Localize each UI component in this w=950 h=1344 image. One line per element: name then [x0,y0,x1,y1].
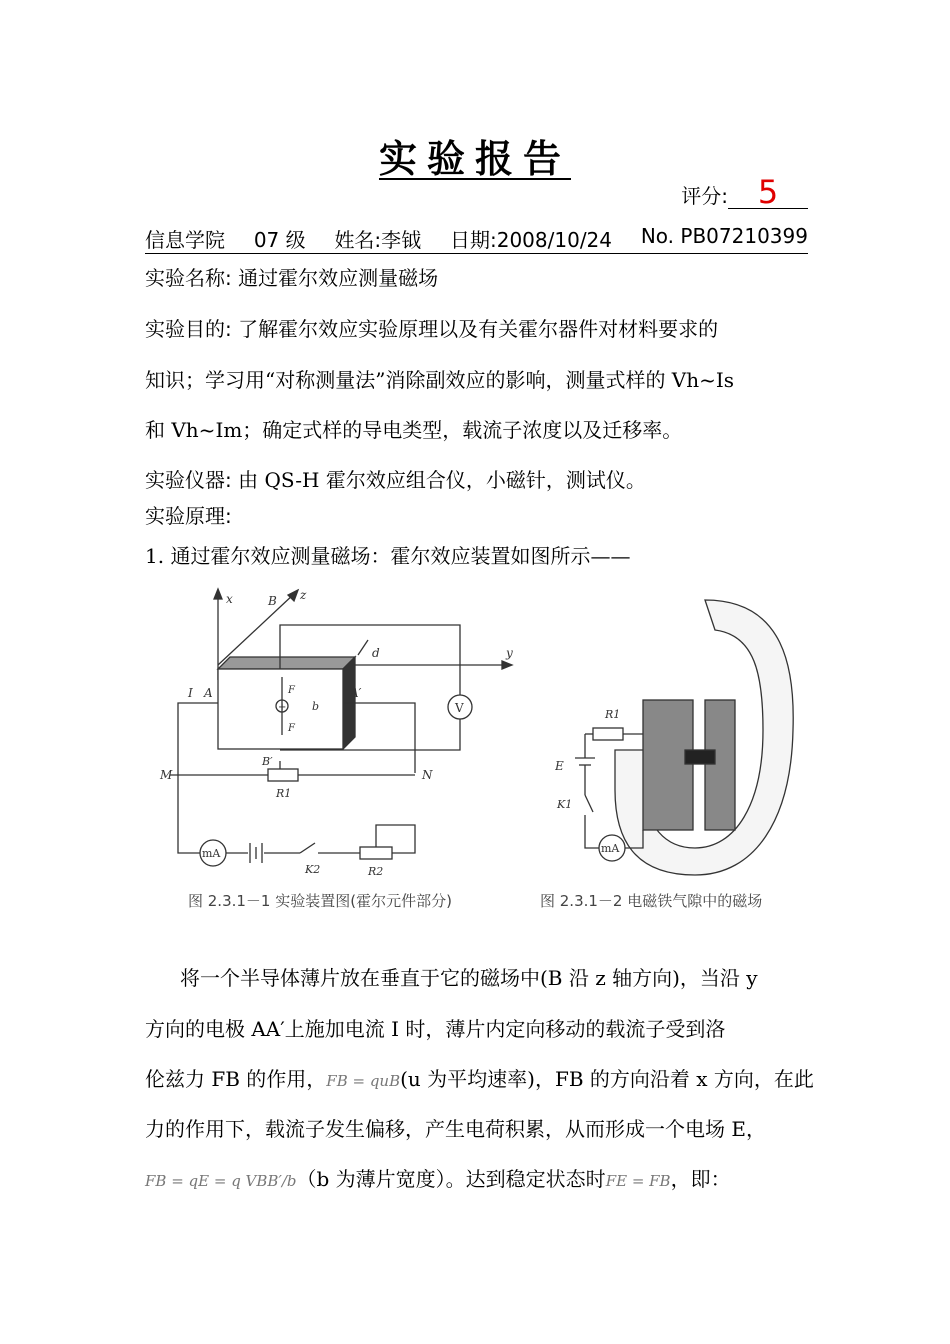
experiment-name: 实验名称: 通过霍尔效应测量磁场 [145,266,439,290]
body-line-5: FB = qE = q VBB′/b（b 为薄片宽度）。达到稳定状态时FE = FB，即： [145,1167,731,1191]
svg-text:R2: R2 [368,865,384,878]
info-name: 姓名:李钺 [334,228,422,252]
svg-text:K1: K1 [557,798,573,811]
student-info-line [145,224,808,254]
svg-text:mA: mA [202,847,221,860]
instruments: 实验仪器: 由 QS-H 霍尔效应组合仪，小磁针，测试仪。 [145,468,646,492]
figure-1-caption: 图 2.3.1－1 实验装置图(霍尔元件部分) [188,892,452,910]
svg-text:+: + [278,702,287,713]
svg-text:B′: B′ [262,755,273,768]
coil-left [643,700,693,830]
svg-text:mA: mA [601,842,620,855]
svg-text:K2: K2 [305,863,321,876]
body-line-2: 方向的电极 AA′上施加电流 I 时，薄片内定向移动的载流子受到洛 [145,1017,726,1041]
formula-lorentz: FB = quB [326,1072,401,1090]
svg-text:E: E [555,759,564,773]
svg-text:R1: R1 [605,708,621,721]
svg-text:V: V [455,701,464,715]
svg-text:A: A [204,686,213,700]
svg-text:B: B [268,594,277,608]
score-value: 5 [757,173,779,211]
svg-text:b: b [312,700,320,713]
svg-text:N: N [422,768,433,782]
formula-electric-force: FB = qE = q VBB′/b [145,1172,297,1190]
info-grade: 07 级 [253,228,306,252]
svg-text:z: z [300,588,307,602]
svg-text:x: x [226,592,233,606]
score-field [681,173,808,211]
principle-item-1: 1. 通过霍尔效应测量磁场：霍尔效应装置如图所示—— [145,544,631,568]
svg-text:F: F [288,723,295,734]
score-label: 评分: [681,184,728,208]
figure-2-caption: 图 2.3.1－2 电磁铁气隙中的磁场 [540,892,763,910]
body-line-4: 力的作用下，载流子发生偏移，产生电荷积累，从而形成一个电场 E， [145,1117,766,1141]
principle-heading: 实验原理: [145,504,232,528]
svg-text:A′: A′ [350,686,362,700]
score-blank [728,173,808,211]
figure-hall-circuit [150,585,530,885]
svg-text:F: F [288,685,295,696]
figure-electromagnet [555,590,795,885]
body-line-3: 伦兹力 FB 的作用，FB = quB(u 为平均速率)，FB 的方向沿着 x 方向，在此 [145,1067,814,1091]
purpose-line-2: 知识；学习用“对称测量法”消除副效应的影响，测量式样的 Vh~Is [145,368,735,392]
coil-right [705,700,735,830]
air-gap-sample [685,750,715,764]
info-number: No. PB07210399 [640,224,808,248]
svg-text:M: M [160,768,173,782]
purpose-line-1: 实验目的: 了解霍尔效应实验原理以及有关霍尔器件对材料要求的 [145,317,719,341]
svg-text:y: y [506,646,513,660]
page-title: 实验报告 [378,137,571,181]
svg-text:R1: R1 [276,787,292,800]
svg-text:I: I [188,686,193,700]
info-school: 信息学院 [145,228,225,252]
body-line-1: 将一个半导体薄片放在垂直于它的磁场中(B 沿 z 轴方向)，当沿 y [180,966,758,990]
info-date: 日期:2008/10/24 [450,228,613,252]
formula-equilibrium: FE = FB [605,1172,671,1190]
slab-top [218,657,355,669]
magnet-yoke [615,600,793,875]
svg-text:d: d [372,646,380,660]
purpose-line-3: 和 Vh~Im；确定式样的导电类型，载流子浓度以及迁移率。 [145,418,683,442]
